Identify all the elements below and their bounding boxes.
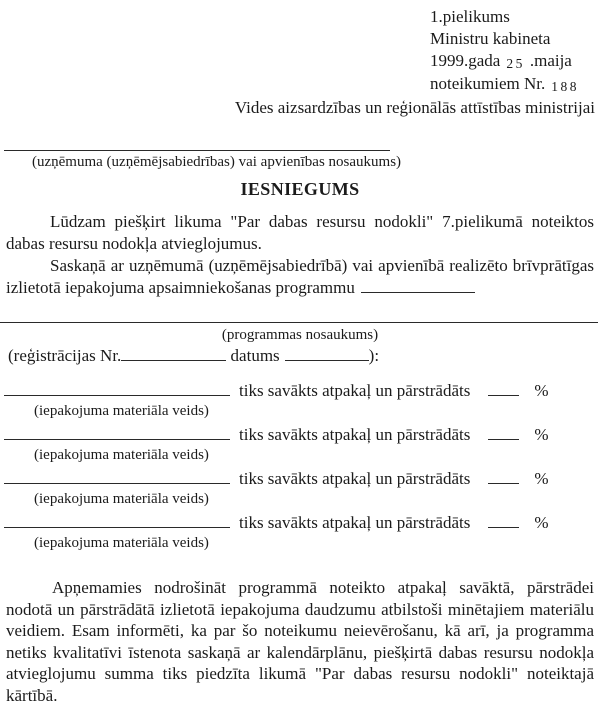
intro-paragraph-2 — [6, 255, 594, 299]
material-type-caption: (iepakojuma materiāla veids) — [34, 403, 209, 419]
annex-regulation-number-filled-value: 188 — [551, 78, 579, 94]
annex-date-suffix: .maija — [529, 51, 572, 70]
material-row-statement: tiks savākts atpakaļ un pārstrādāts — [239, 425, 471, 444]
material-row — [4, 380, 596, 421]
material-type-blank-field — [4, 435, 230, 440]
registration-date-blank-field — [285, 356, 369, 361]
percent-sign: % — [534, 513, 549, 532]
registration-date-label: datums — [230, 346, 280, 365]
annex-date-prefix: 1999.gada — [430, 51, 501, 70]
percent-blank-field — [488, 391, 519, 396]
program-name-caption: (programmas nosaukums) — [221, 327, 379, 343]
registration-line-close: ): — [368, 346, 380, 365]
intro-paragraphs — [6, 211, 594, 299]
annex-reference-block — [430, 6, 579, 96]
material-type-blank-field — [4, 523, 230, 528]
program-name-blank-field — [361, 288, 475, 293]
intro-paragraph-2-text: Saskaņā ar uzņēmumā (uzņēmējsabiedrībā) vai apvienībā realizēto brīvprātīgas izlietotā iepakojuma apsaimniekošanas programmu — [6, 256, 594, 297]
addressee-ministry: Vides aizsardzības un reģionālās attīstības ministrijai — [234, 98, 595, 117]
registration-line — [8, 345, 379, 367]
intro-paragraph-1: Lūdzam piešķirt likuma "Par dabas resursu nodokli" 7.pielikumā noteiktos dabas resursu nodokļa atvieglojumus. — [6, 212, 594, 253]
material-row-statement: tiks savākts atpakaļ un pārstrādāts — [239, 513, 471, 532]
registration-number-blank-field — [121, 356, 226, 361]
closing-paragraph: Apņemamies nodrošināt programmā noteikto atpakaļ savāktā, pārstrādei nodotā un pārstrādātā izlietotā iepakojuma daudzumu atbilstoši minētajiem materiālu veidiem. Esam informēti, ka par šo noteikumu neievērošanu, kā arī, ja programma netiks kvalitatīvi īstenota saskaņā ar kalendārplānu, piešķirtā dabas resursu nodokļa atvieglojumu summa tiks piedzīta likumā "Par dabas resursu nodokli" noteiktajā kārtībā. — [6, 578, 594, 705]
material-type-caption: (iepakojuma materiāla veids) — [34, 447, 209, 463]
material-type-caption: (iepakojuma materiāla veids) — [34, 491, 209, 507]
organisation-name-blank-field — [4, 139, 390, 151]
registration-number-label: (reģistrācijas Nr. — [8, 346, 122, 365]
material-row-statement: tiks savākts atpakaļ un pārstrādāts — [239, 381, 471, 400]
percent-sign: % — [534, 469, 549, 488]
page-title: IESNIEGUMS — [240, 179, 360, 199]
material-row — [4, 424, 596, 465]
percent-blank-field — [488, 479, 519, 484]
material-rows — [4, 380, 596, 556]
percent-sign: % — [534, 381, 549, 400]
annex-line-2: Ministru kabineta — [430, 29, 551, 48]
annex-line-3 — [430, 50, 579, 73]
percent-blank-field — [488, 435, 519, 440]
percent-sign: % — [534, 425, 549, 444]
annex-day-filled-value: 25 — [506, 55, 525, 71]
percent-blank-field — [488, 523, 519, 528]
closing-paragraph-block — [6, 577, 594, 706]
annex-regulation-prefix: noteikumiem Nr. — [430, 74, 546, 93]
material-row — [4, 512, 596, 553]
organisation-name-caption: (uzņēmuma (uzņēmējsabiedrības) vai apvienības nosaukums) — [32, 154, 402, 170]
annex-line-4 — [430, 73, 579, 96]
material-type-blank-field — [4, 391, 230, 396]
material-type-caption: (iepakojuma materiāla veids) — [34, 535, 209, 551]
program-name-rule — [0, 311, 598, 323]
material-row — [4, 468, 596, 509]
material-row-statement: tiks savākts atpakaļ un pārstrādāts — [239, 469, 471, 488]
annex-line-1: 1.pielikums — [430, 7, 510, 26]
material-type-blank-field — [4, 479, 230, 484]
